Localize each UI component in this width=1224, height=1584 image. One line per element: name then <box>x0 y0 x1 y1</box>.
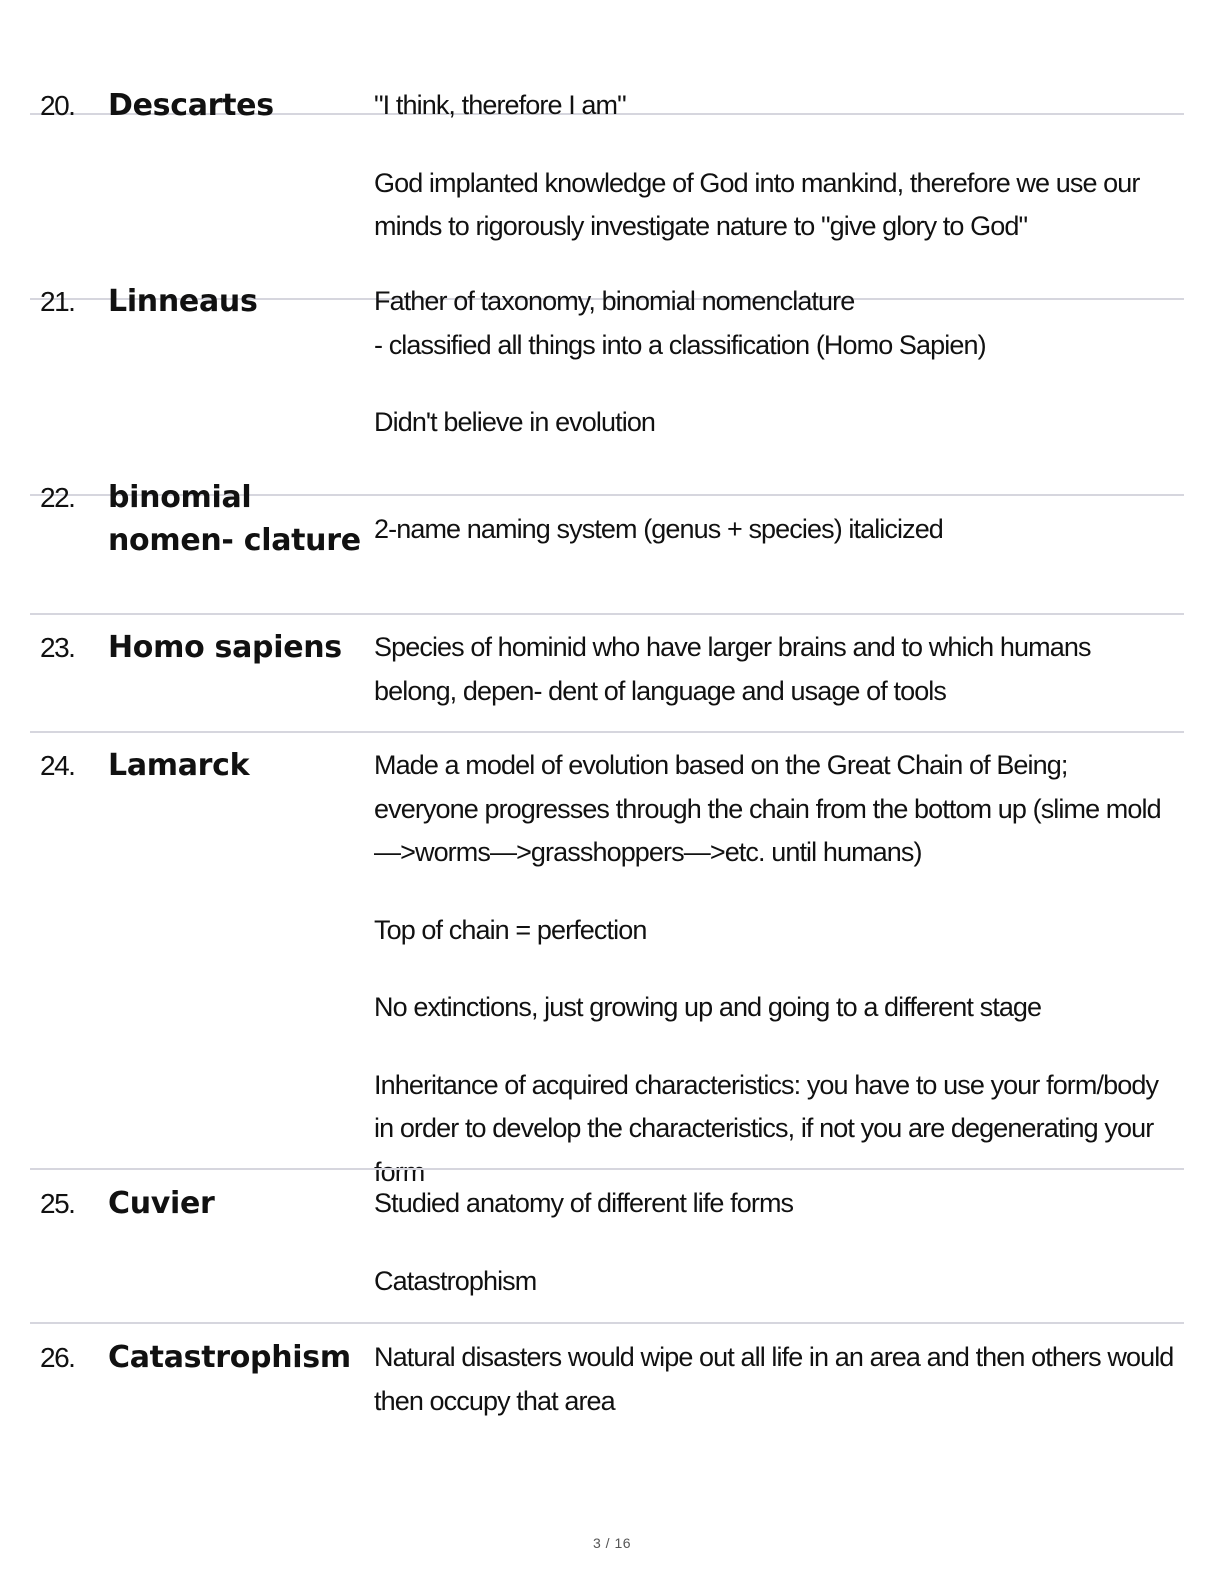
definition-line: Studied anatomy of different life forms <box>374 1188 794 1218</box>
entry-definition <box>374 280 1174 445</box>
entry-number: 26. <box>40 1342 75 1373</box>
entry-term: Cuvier <box>108 1186 215 1221</box>
entry-term: Descartes <box>108 88 274 123</box>
definition-line: "I think, therefore I am" <box>374 90 626 120</box>
entry-term: Catastrophism <box>108 1340 351 1375</box>
entry-definition <box>374 1182 1174 1303</box>
entry-number: 21. <box>40 286 75 317</box>
definition-line: No extinctions, just growing up and going to a different stage <box>374 992 1042 1022</box>
entry-term: Linneaus <box>108 284 258 319</box>
definition-line: Didn't believe in evolution <box>374 407 656 437</box>
entry-number: 23. <box>40 632 75 663</box>
entry-definition <box>374 84 1174 249</box>
entry-definition <box>374 744 1174 1194</box>
entry-divider <box>30 1322 1184 1324</box>
definition-line: - classified all things into a classification (Homo Sapien) <box>374 329 986 360</box>
entry-number: 20. <box>40 90 75 121</box>
definition-line: Top of chain = perfection <box>374 914 647 945</box>
definition-line: Catastrophism <box>374 1265 537 1296</box>
entry-divider <box>30 613 1184 615</box>
entry-definition <box>374 626 1174 713</box>
definition-line: God implanted knowledge of God into mankind, therefore we use our minds to rigorously investigate nature to "give glory to God" <box>374 167 1140 241</box>
definition-line: Father of taxonomy, binomial nomenclature <box>374 286 855 316</box>
entry-term: Homo sapiens <box>108 630 342 665</box>
definition-line: Made a model of evolution based on the Great Chain of Being; <box>374 750 1068 780</box>
entry-divider <box>30 731 1184 733</box>
entry-definition <box>374 1336 1174 1423</box>
entry-term: Lamarck <box>108 748 250 783</box>
entry-term: binomial nomen- clature <box>108 480 361 558</box>
entry-divider <box>30 1168 1184 1170</box>
entry-number: 22. <box>40 482 75 513</box>
entry-definition <box>374 508 1174 552</box>
definition-line: everyone progresses through the chain from the bottom up (slime mold—>worms—>grasshoppers—>etc. until humans) <box>374 793 1161 867</box>
entry-number: 25. <box>40 1188 75 1219</box>
entry-number: 24. <box>40 750 75 781</box>
page-number: 3 / 16 <box>592 1535 632 1551</box>
definition-line: Species of hominid who have larger brains and to which humans belong, depen- dent of language and usage of tools <box>374 632 1091 706</box>
definition-line: 2-name naming system (genus + species) italicized <box>374 514 943 544</box>
definition-line: Natural disasters would wipe out all life in an area and then others would then occupy that area <box>374 1342 1174 1416</box>
definition-line: Inheritance of acquired characteristics: you have to use your form/body in order to develop the characteristics, if not you are degenerating your form <box>374 1069 1159 1187</box>
